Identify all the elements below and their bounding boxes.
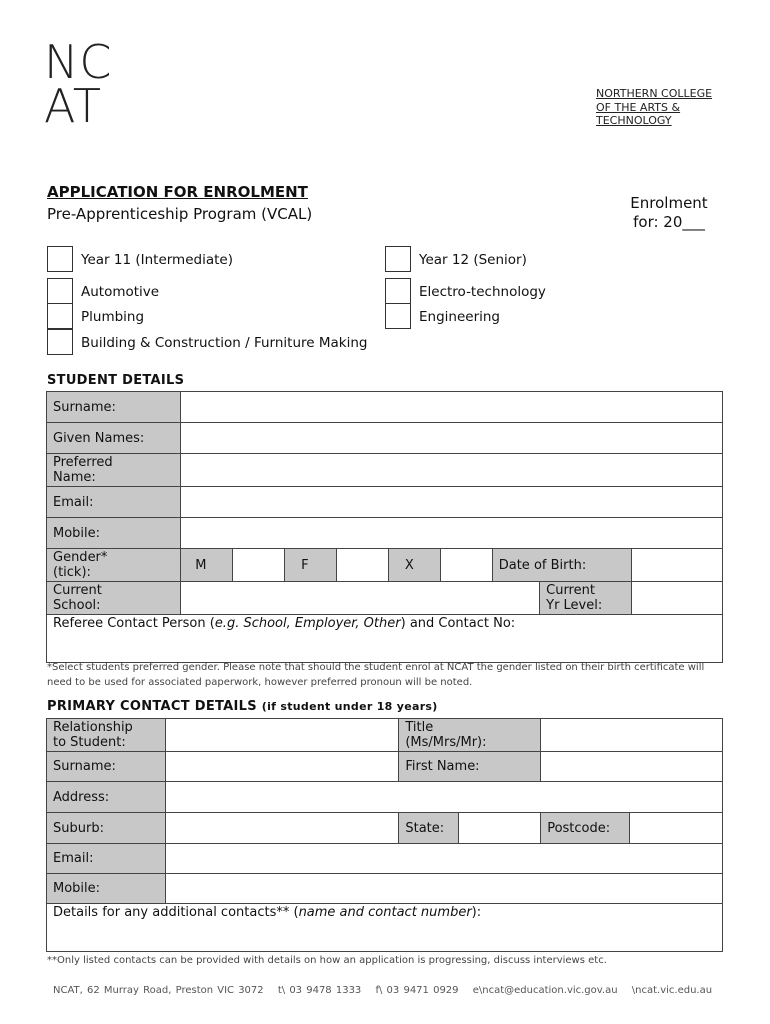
referee-field[interactable] — [47, 615, 723, 663]
referee-label-c: ) and Contact No: — [400, 616, 516, 631]
enrolment-label: Enrolment — [630, 194, 708, 212]
college-line-3: TECHNOLOGY — [596, 114, 672, 127]
logo-line-2: AT — [44, 79, 102, 133]
title-label — [399, 719, 541, 752]
electro-label: Electro-technology — [419, 284, 546, 300]
contact-email-input[interactable] — [165, 844, 722, 874]
gender-label-line-1: Gender* — [53, 550, 108, 565]
year-level-input[interactable] — [631, 582, 722, 615]
preferred-label-line-1: Preferred — [53, 455, 113, 470]
mobile-label: Mobile: — [47, 518, 181, 549]
contact-mobile-input[interactable] — [165, 874, 722, 904]
details-label-hint: name and contact number — [298, 905, 472, 920]
relationship-label — [47, 719, 166, 752]
postcode-label: Postcode: — [541, 813, 630, 844]
suburb-label: Suburb: — [47, 813, 166, 844]
contact-surname-label: Surname: — [47, 752, 166, 782]
year12-checkbox[interactable] — [385, 246, 411, 272]
footer-website[interactable]: \ncat.vic.edu.au — [631, 985, 713, 996]
email-label: Email: — [47, 487, 181, 518]
title-label-line-1: Title — [405, 720, 434, 735]
state-label: State: — [399, 813, 459, 844]
given-names-label: Given Names: — [47, 423, 181, 454]
given-names-input[interactable] — [181, 423, 723, 454]
electro-checkbox[interactable] — [385, 278, 411, 304]
yr-label-line-2: Yr Level: — [546, 598, 603, 613]
relationship-input[interactable] — [165, 719, 398, 752]
first-name-input[interactable] — [541, 752, 723, 782]
address-label: Address: — [47, 782, 166, 813]
building-checkbox[interactable] — [47, 329, 73, 355]
postcode-input[interactable] — [630, 813, 723, 844]
building-label: Building & Construction / Furniture Making — [81, 335, 368, 351]
mobile-input[interactable] — [181, 518, 723, 549]
contact-surname-input[interactable] — [165, 752, 398, 782]
year11-label: Year 11 (Intermediate) — [81, 252, 233, 268]
contact-mobile-label: Mobile: — [47, 874, 166, 904]
title-input[interactable] — [541, 719, 723, 752]
year11-checkbox[interactable] — [47, 246, 73, 272]
referee-label-example: e.g. School, Employer, Other — [214, 616, 401, 631]
logo-line-1: NC — [44, 35, 113, 89]
yr-label-line-1: Current — [546, 583, 595, 598]
footer-address: NCAT, 62 Murray Road, Preston VIC 3072 — [53, 985, 264, 996]
dob-label: Date of Birth: — [492, 549, 631, 582]
enrolment-year — [614, 194, 724, 232]
gender-x-label: X — [388, 549, 440, 582]
surname-label: Surname: — [47, 392, 181, 423]
gender-f-tick[interactable] — [337, 549, 389, 582]
details-label-a: Details for any additional contacts** ( — [53, 905, 299, 920]
college-line-1: NORTHERN COLLEGE — [596, 87, 713, 100]
title-label-line-2: (Ms/Mrs/Mr): — [405, 735, 487, 750]
current-school-input[interactable] — [181, 582, 540, 615]
automotive-label: Automotive — [81, 284, 160, 300]
student-details-heading: STUDENT DETAILS — [47, 373, 185, 388]
year-level-label — [540, 582, 631, 615]
contact-email-label: Email: — [47, 844, 166, 874]
footer-phone: t\ 03 9478 1333 — [277, 985, 362, 996]
suburb-input[interactable] — [165, 813, 398, 844]
school-label-line-1: Current — [53, 583, 102, 598]
email-input[interactable] — [181, 487, 723, 518]
engineering-label: Engineering — [419, 309, 500, 325]
gender-f-label: F — [285, 549, 337, 582]
automotive-checkbox[interactable] — [47, 278, 73, 304]
college-name — [596, 87, 712, 128]
footer — [53, 985, 722, 996]
engineering-checkbox[interactable] — [385, 303, 411, 329]
form-title: APPLICATION FOR ENROLMENT — [47, 183, 308, 201]
primary-contact-table — [46, 718, 723, 952]
address-input[interactable] — [165, 782, 722, 813]
college-line-2: OF THE ARTS & — [596, 100, 681, 114]
state-input[interactable] — [459, 813, 541, 844]
current-school-label — [47, 582, 181, 615]
gender-label — [47, 549, 181, 582]
enrolment-year-field[interactable]: for: 20___ — [633, 213, 705, 231]
surname-input[interactable] — [181, 392, 723, 423]
rel-label-line-1: Relationship — [53, 720, 133, 735]
primary-heading-text: PRIMARY CONTACT DETAILS — [47, 699, 257, 714]
year12-label: Year 12 (Senior) — [419, 252, 527, 268]
preferred-name-input[interactable] — [181, 454, 723, 487]
gender-label-line-2: (tick): — [53, 565, 91, 580]
referee-label-a: Referee Contact Person ( — [53, 616, 215, 631]
student-details-table — [46, 391, 723, 663]
ncat-logo — [44, 35, 113, 133]
school-label-line-2: School: — [53, 598, 101, 613]
contacts-note: **Only listed contacts can be provided with details on how an application is progressing, discuss interviews etc. — [47, 955, 607, 966]
plumbing-checkbox[interactable] — [47, 303, 73, 329]
footer-email[interactable]: e\ncat@education.vic.gov.au — [472, 985, 618, 996]
plumbing-label: Plumbing — [81, 309, 145, 325]
form-subtitle: Pre-Apprenticeship Program (VCAL) — [47, 205, 313, 223]
first-name-label: First Name: — [399, 752, 541, 782]
gender-m-tick[interactable] — [233, 549, 285, 582]
details-label-c: ): — [471, 905, 482, 920]
rel-label-line-2: to Student: — [53, 735, 126, 750]
footer-fax: f\ 03 9471 0929 — [375, 985, 459, 996]
preferred-name-label — [47, 454, 181, 487]
gender-note: *Select students preferred gender. Please note that should the student enrol at NCAT the gender listed on their birth certificate will need to be used for associated paperwork, however preferred pronoun will be noted. — [47, 662, 705, 688]
gender-x-tick[interactable] — [440, 549, 492, 582]
preferred-label-line-2: Name: — [53, 470, 96, 485]
dob-input[interactable] — [631, 549, 722, 582]
primary-heading-note: (if student under 18 years) — [261, 700, 438, 713]
additional-contacts-field[interactable] — [47, 904, 723, 952]
gender-m-label: M — [181, 549, 233, 582]
primary-contact-heading — [47, 699, 438, 714]
